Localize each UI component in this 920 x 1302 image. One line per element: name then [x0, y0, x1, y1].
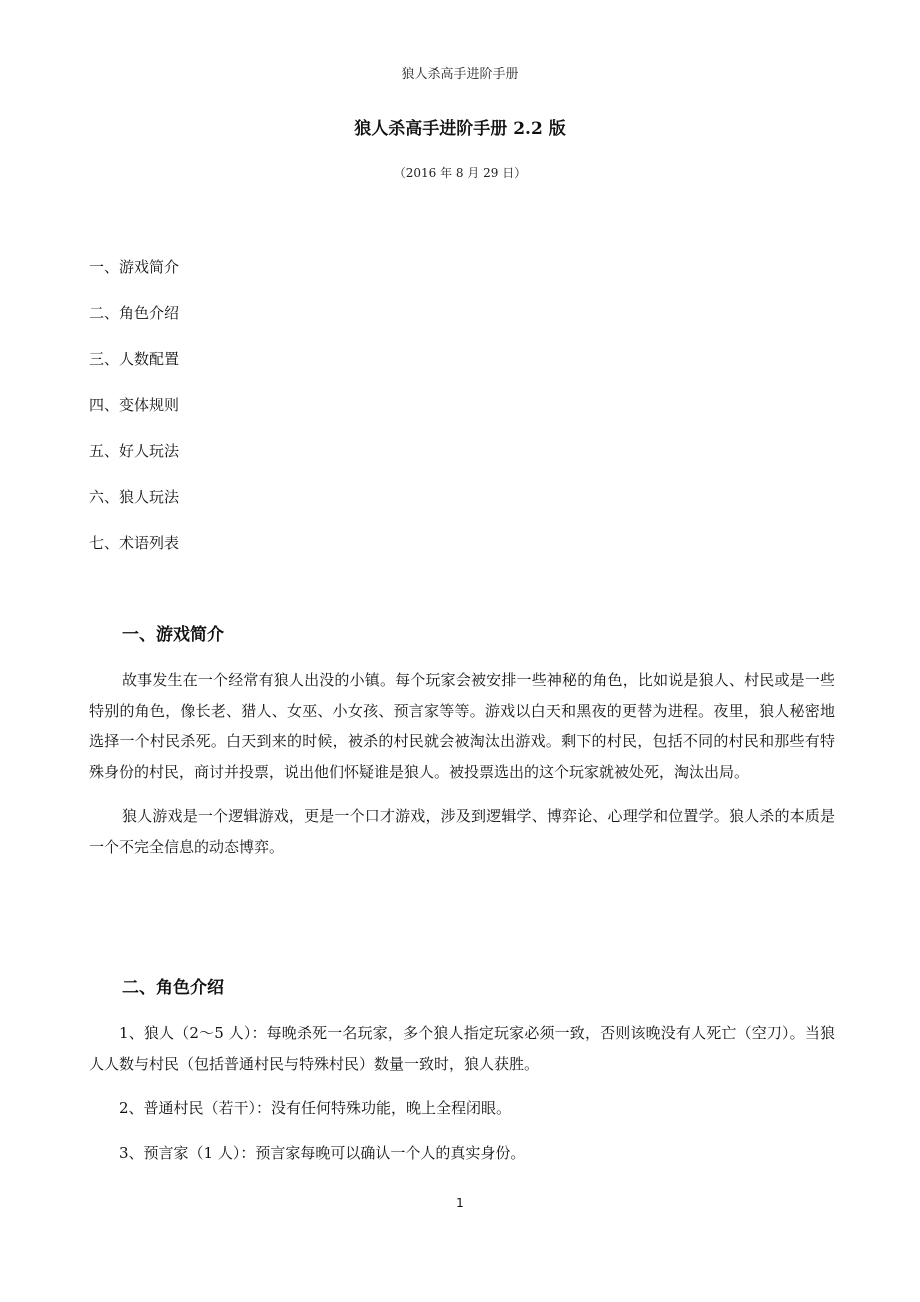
section-game-intro [89, 622, 835, 863]
document-title: 狼人杀高手进阶手册 2.2 版 [354, 119, 566, 139]
role-seer: 3、预言家（1 人）：预言家每晚可以确认一个人的真实身份。 [119, 1143, 526, 1162]
toc-item-1: 一、游戏简介 [89, 258, 180, 276]
section-heading-roles: 二、角色介绍 [122, 978, 224, 998]
section-roles [89, 975, 835, 1168]
toc-item-4: 四、变体规则 [89, 396, 180, 414]
page-number: 1 [456, 1196, 464, 1210]
intro-paragraph-1: 故事发生在一个经常有狼人出没的小镇。每个玩家会被安排一些神秘的角色，比如说是狼人、村民或是一些特别的角色，像长老、猎人、女巫、小女孩、预言家等等。游戏以白天和黑夜的更替为进程。夜里，狼人秘密地选择一个村民杀死。白天到来的时候，被杀的村民就会被淘汰出游戏。剩下的村民，包括不同的村民和那些有特殊身份的村民，商讨并投票，说出他们怀疑谁是狼人。被投票选出的这个玩家就被处死，淘汰出局。 [89, 671, 835, 781]
document-date: （2016 年 8 月 29 日） [393, 166, 527, 180]
role-werewolf: 1、狼人（2～5 人）：每晚杀死一名玩家，多个狼人指定玩家必须一致，否则该晚没有人死亡（空刀）。当狼人人数与村民（包括普通村民与特殊村民）数量一致时，狼人获胜。 [89, 1024, 835, 1073]
running-header: 狼人杀高手进阶手册 [401, 67, 519, 82]
role-villager: 2、普通村民（若干）：没有任何特殊功能，晚上全程闭眼。 [119, 1099, 512, 1118]
toc-item-3: 三、人数配置 [89, 350, 180, 368]
toc-item-2: 二、角色介绍 [89, 304, 180, 322]
toc-item-6: 六、狼人玩法 [89, 488, 180, 506]
toc-item-7: 七、术语列表 [89, 534, 180, 552]
section-heading-intro: 一、游戏简介 [122, 625, 224, 645]
intro-paragraph-2: 狼人游戏是一个逻辑游戏，更是一个口才游戏，涉及到逻辑学、博弈论、心理学和位置学。狼人杀的本质是一个不完全信息的动态博弈。 [89, 807, 835, 856]
toc-item-5: 五、好人玩法 [89, 442, 180, 460]
table-of-contents [89, 256, 179, 578]
